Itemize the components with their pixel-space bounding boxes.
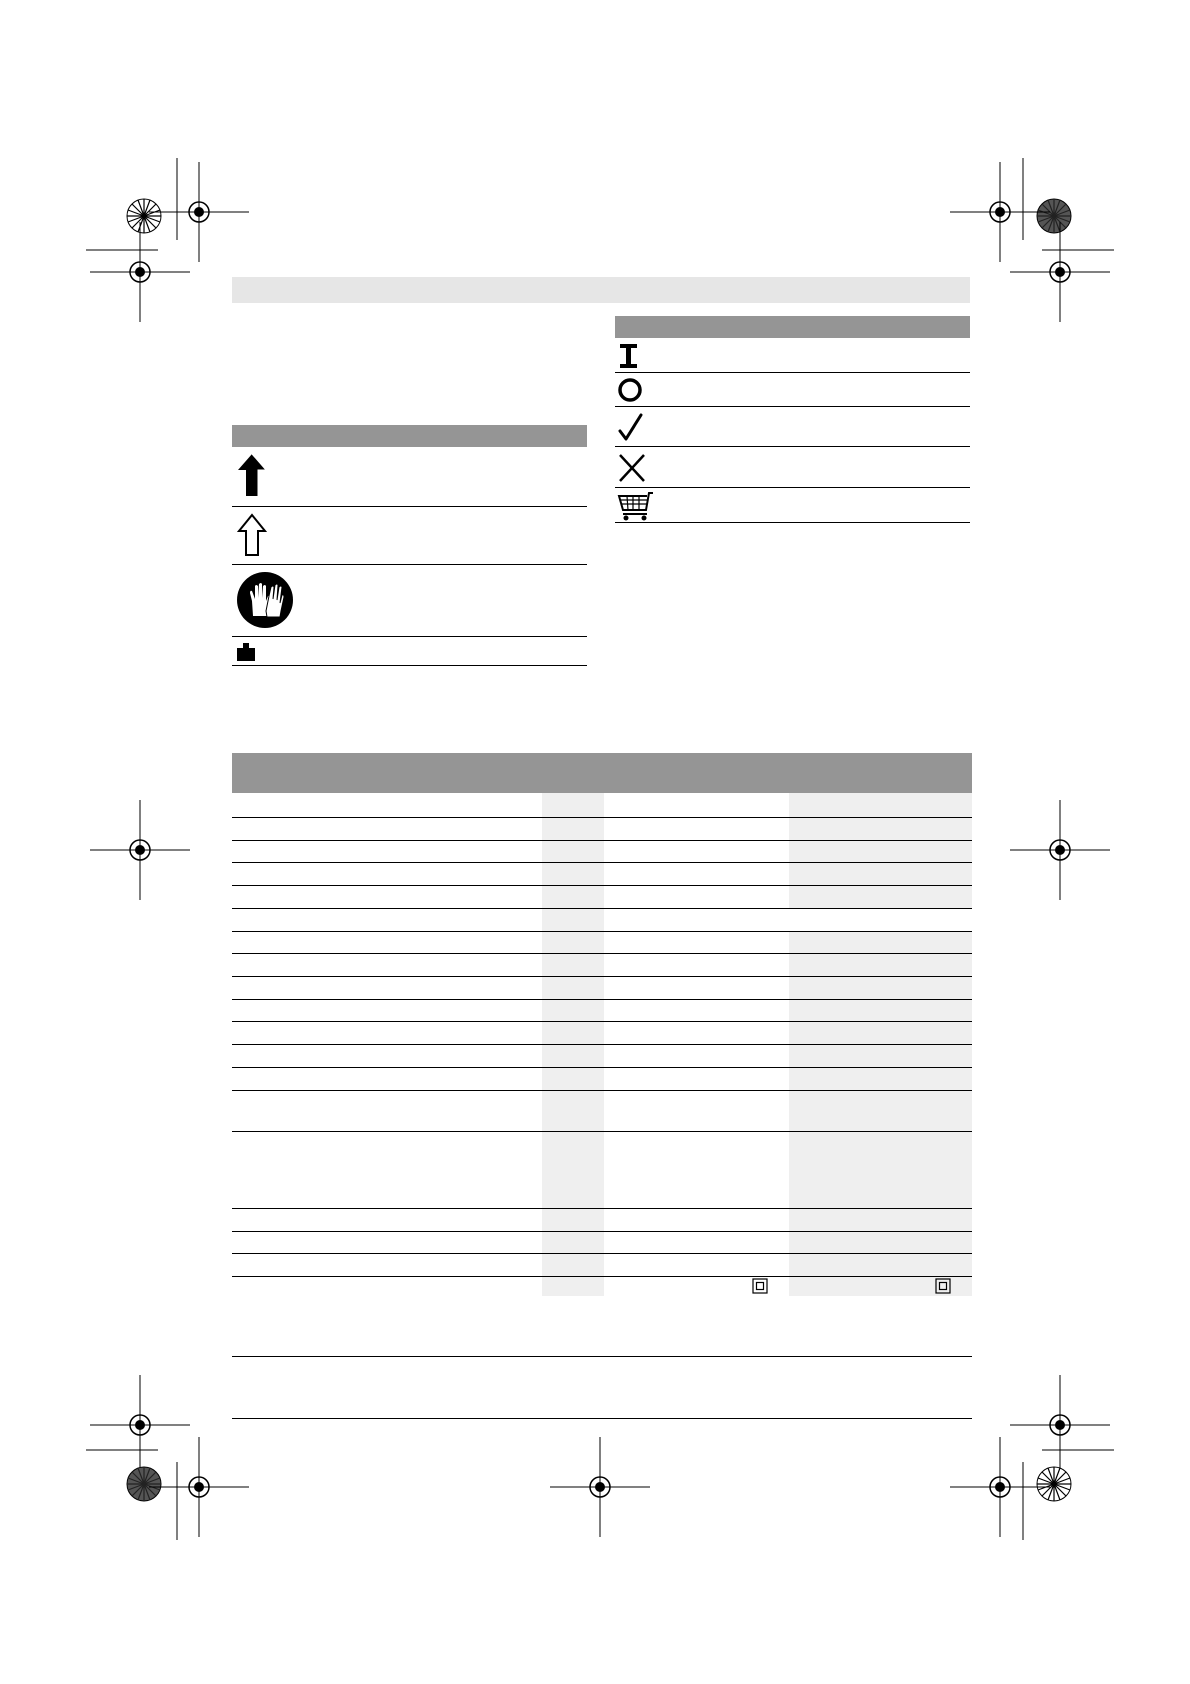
- data-column-shade-3: [789, 793, 972, 908]
- symbols-row-divider: [615, 372, 970, 373]
- table-row: [232, 862, 972, 863]
- protection-class-ii-icon: [935, 1278, 951, 1294]
- table-row: [232, 1067, 972, 1068]
- data-column-shade-3: [789, 931, 972, 1296]
- symbols-row-divider: [615, 406, 970, 407]
- outline-arrow-up-icon: [236, 512, 268, 558]
- intended-use-row-divider: [232, 636, 587, 637]
- symbols-row-divider: [615, 446, 970, 447]
- intended-use-table-header: [232, 425, 587, 447]
- table-row: [232, 1208, 972, 1209]
- intended-use-row-divider: [232, 564, 587, 565]
- off-switch-icon: [617, 377, 643, 403]
- table-row: [232, 1131, 972, 1132]
- table-row: [232, 908, 972, 909]
- table-row: [232, 1231, 972, 1232]
- weight-icon: [236, 642, 256, 662]
- technical-data-table-header: [232, 753, 972, 793]
- table-row: [232, 999, 972, 1000]
- allowed-checkmark-icon: [617, 412, 645, 444]
- table-row: [232, 1276, 972, 1277]
- table-row: [232, 1253, 972, 1254]
- protective-gloves-icon: [236, 571, 294, 629]
- symbols-row-divider: [615, 487, 970, 488]
- symbols-row-divider: [615, 522, 970, 523]
- table-row: [232, 953, 972, 954]
- table-row: [232, 840, 972, 841]
- protection-class-ii-icon: [752, 1278, 768, 1294]
- symbols-table-header: [615, 316, 970, 338]
- intended-use-row-divider: [232, 506, 587, 507]
- intended-use-row-divider: [232, 665, 587, 666]
- shopping-cart-icon: [617, 490, 655, 522]
- table-row: [232, 1021, 972, 1022]
- table-row: [232, 931, 972, 932]
- table-row: [232, 976, 972, 977]
- prohibited-cross-icon: [617, 452, 647, 484]
- on-switch-icon: [618, 343, 640, 369]
- table-row: [232, 817, 972, 818]
- table-row: [232, 885, 972, 886]
- section-divider: [232, 1418, 972, 1419]
- filled-arrow-up-icon: [236, 452, 268, 498]
- table-row: [232, 1090, 972, 1091]
- page-header-band: [232, 277, 970, 303]
- table-row: [232, 1044, 972, 1045]
- section-divider: [232, 1356, 972, 1357]
